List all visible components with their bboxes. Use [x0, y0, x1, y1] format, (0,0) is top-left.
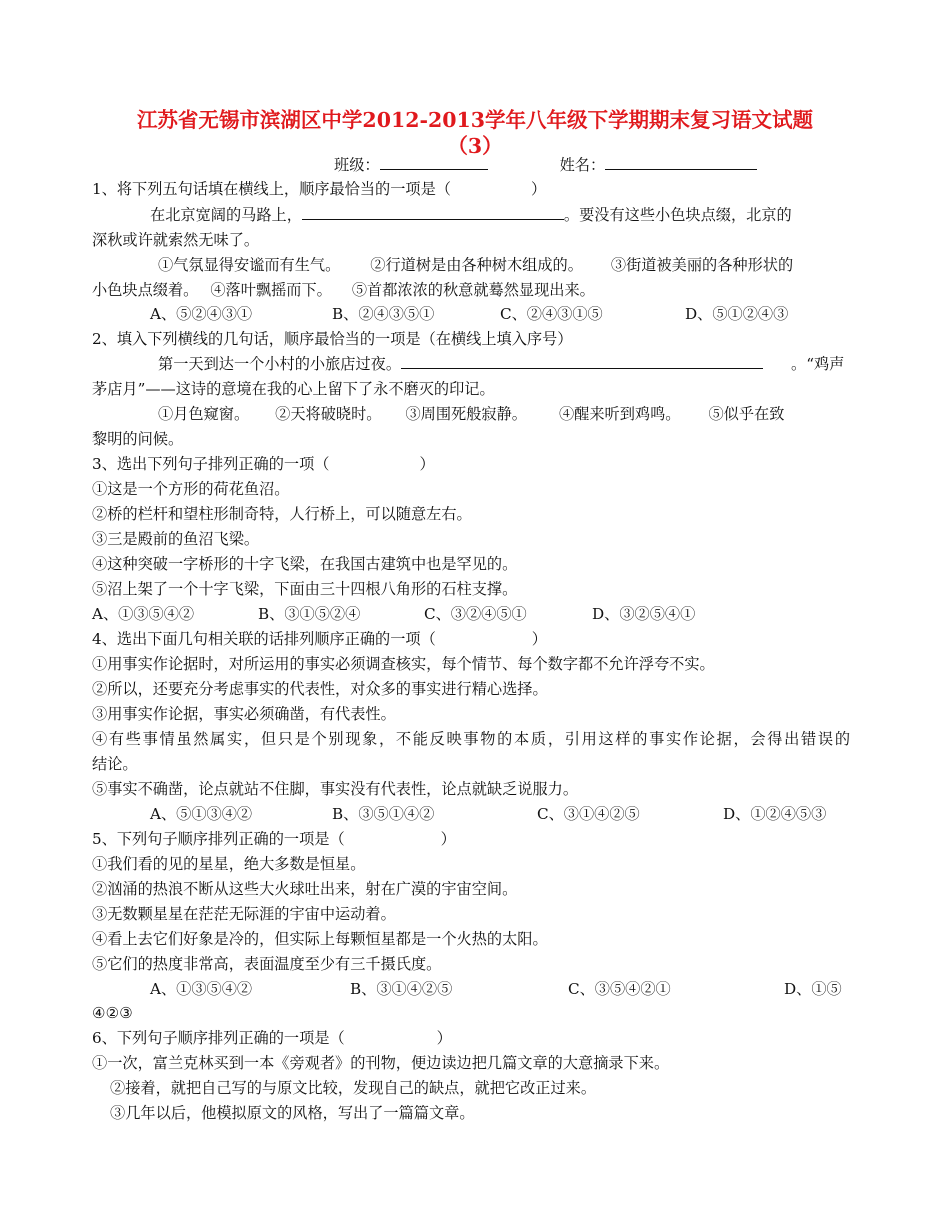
question-3-sentence-5: ⑤沼上架了一个十字飞梁，下面由三十四根八角形的石柱支撑。	[92, 580, 518, 598]
question-5-option-d-cont: ④②③	[92, 1004, 133, 1022]
q1-option-b[interactable]: B、②④③⑤①	[332, 305, 435, 323]
question-4-sentence-2: ②所以，还要充分考虑事实的代表性，对众多的事实进行精心选择。	[92, 680, 548, 698]
question-3-sentence-1: ①这是一个方形的荷花鱼沼。	[92, 480, 290, 498]
q4-option-d[interactable]: D、①②④⑤③	[723, 805, 827, 823]
question-3-stem: 3、选出下列句子排列正确的一项（ ）	[92, 455, 435, 473]
question-4-sentence-3: ③用事实作论据，事实必须确凿，有代表性。	[92, 705, 396, 723]
question-6-sentence-1: ①一次，富兰克林买到一本《旁观者》的刊物，便边读边把几篇文章的大意摘录下来。	[92, 1054, 670, 1072]
q3-option-b[interactable]: B、③①⑤②④	[258, 605, 361, 623]
question-2-passage: 第一天到达一个小村的小旅店过夜。 。“鸡声	[158, 355, 845, 373]
name-field[interactable]	[605, 155, 757, 170]
question-1-passage-cont: 深秋或许就索然无味了。	[92, 231, 260, 249]
q3-option-a[interactable]: A、①③⑤④②	[92, 605, 195, 623]
question-4-sentence-1: ①用事实作论据时，对所运用的事实必须调查核实，每个情节、每个数字都不允许浮夸不实。	[92, 655, 715, 673]
question-1-sentences-cont: 小色块点缀着。 ④落叶飘摇而下。 ⑤首都浓浓的秋意就蓦然显现出来。	[92, 281, 595, 299]
name-label: 姓名：	[559, 156, 606, 174]
question-4-sentence-4-cont: 结论。	[92, 755, 138, 773]
document-title-number: （3）	[447, 134, 503, 158]
question-6-sentence-2: ②接着，就把自己写的与原文比较，发现自己的缺点，就把它改正过来。	[110, 1079, 596, 1097]
document-title: 江苏省无锡市滨湖区中学2012-2013学年八年级下学期期末复习语文试题	[136, 108, 814, 132]
q1-option-c[interactable]: C、②④③①⑤	[500, 305, 603, 323]
question-1-sentences: ①气氛显得安谧而有生气。 ②行道树是由各种树木组成的。 ③街道被美丽的各种形状的	[158, 256, 794, 274]
q3-option-d[interactable]: D、③②⑤④①	[592, 605, 696, 623]
question-5-stem: 5、下列句子顺序排列正确的一项是（ ）	[92, 830, 456, 848]
question-2-sentences-cont: 黎明的问候。	[92, 430, 184, 448]
q1-answer-blank[interactable]	[302, 205, 564, 220]
question-3-sentence-2: ②桥的栏杆和望柱形制奇特，人行桥上，可以随意左右。	[92, 505, 472, 523]
question-4-stem: 4、选出下面几句相关联的话排列顺序正确的一项（ ）	[92, 630, 547, 648]
q4-option-c[interactable]: C、③①④②⑤	[537, 805, 640, 823]
question-3-sentence-4: ④这种突破一字桥形的十字飞梁，在我国古建筑中也是罕见的。	[92, 555, 518, 573]
question-5-sentence-1: ①我们看的见的星星，绝大多数是恒星。	[92, 855, 366, 873]
class-field[interactable]	[380, 155, 488, 170]
q3-option-c[interactable]: C、③②④⑤①	[424, 605, 527, 623]
question-2-sentences: ①月色窥窗。 ②天将破晓时。 ③周围死般寂静。 ④醒来听到鸡鸣。 ⑤似乎在致	[158, 405, 785, 423]
question-6-sentence-3: ③几年以后，他模拟原文的风格，写出了一篇篇文章。	[110, 1104, 475, 1122]
question-1-stem: 1、将下列五句话填在横线上，顺序最恰当的一项是（ ）	[92, 180, 547, 198]
q5-option-d[interactable]: D、①⑤	[784, 980, 842, 998]
q1-option-d[interactable]: D、⑤①②④③	[685, 305, 789, 323]
question-3-sentence-3: ③三是殿前的鱼沼飞梁。	[92, 530, 260, 548]
question-6-stem: 6、下列句子顺序排列正确的一项是（ ）	[92, 1029, 452, 1047]
question-5-sentence-4: ④看上去它们好象是冷的，但实际上每颗恒星都是一个火热的太阳。	[92, 930, 548, 948]
question-1-passage: 在北京宽阔的马路上， 。要没有这些小色块点缀，北京的	[150, 206, 792, 224]
q5-option-a[interactable]: A、①③⑤④②	[150, 980, 253, 998]
question-4-sentence-5: ⑤事实不确凿，论点就站不住脚，事实没有代表性，论点就缺乏说服力。	[92, 780, 578, 798]
class-label: 班级：	[334, 156, 380, 174]
question-2-passage-cont: 茅店月”——这诗的意境在我的心上留下了永不磨灭的印记。	[92, 380, 495, 398]
question-5-sentence-5: ⑤它们的热度非常高，表面温度至少有三千摄氏度。	[92, 955, 442, 973]
question-4-sentence-4: ④有些事情虽然属实，但只是个别现象，不能反映事物的本质，引用这样的事实作论据，会得出错误的	[92, 730, 850, 748]
question-5-sentence-3: ③无数颗星星在茫茫无际涯的宇宙中运动着。	[92, 905, 396, 923]
q4-option-b[interactable]: B、③⑤①④②	[332, 805, 435, 823]
question-5-sentence-2: ②汹涌的热浪不断从这些大火球吐出来，射在广漠的宇宙空间。	[92, 880, 518, 898]
q1-option-a[interactable]: A、⑤②④③①	[150, 305, 253, 323]
student-info	[334, 155, 814, 175]
q2-answer-blank[interactable]	[401, 354, 763, 369]
q5-option-b[interactable]: B、③①④②⑤	[350, 980, 453, 998]
q5-option-c[interactable]: C、③⑤④②①	[568, 980, 671, 998]
q4-option-a[interactable]: A、⑤①③④②	[150, 805, 253, 823]
question-2-stem: 2、填入下列横线的几句话，顺序最恰当的一项是（在横线上填入序号）	[92, 330, 573, 348]
